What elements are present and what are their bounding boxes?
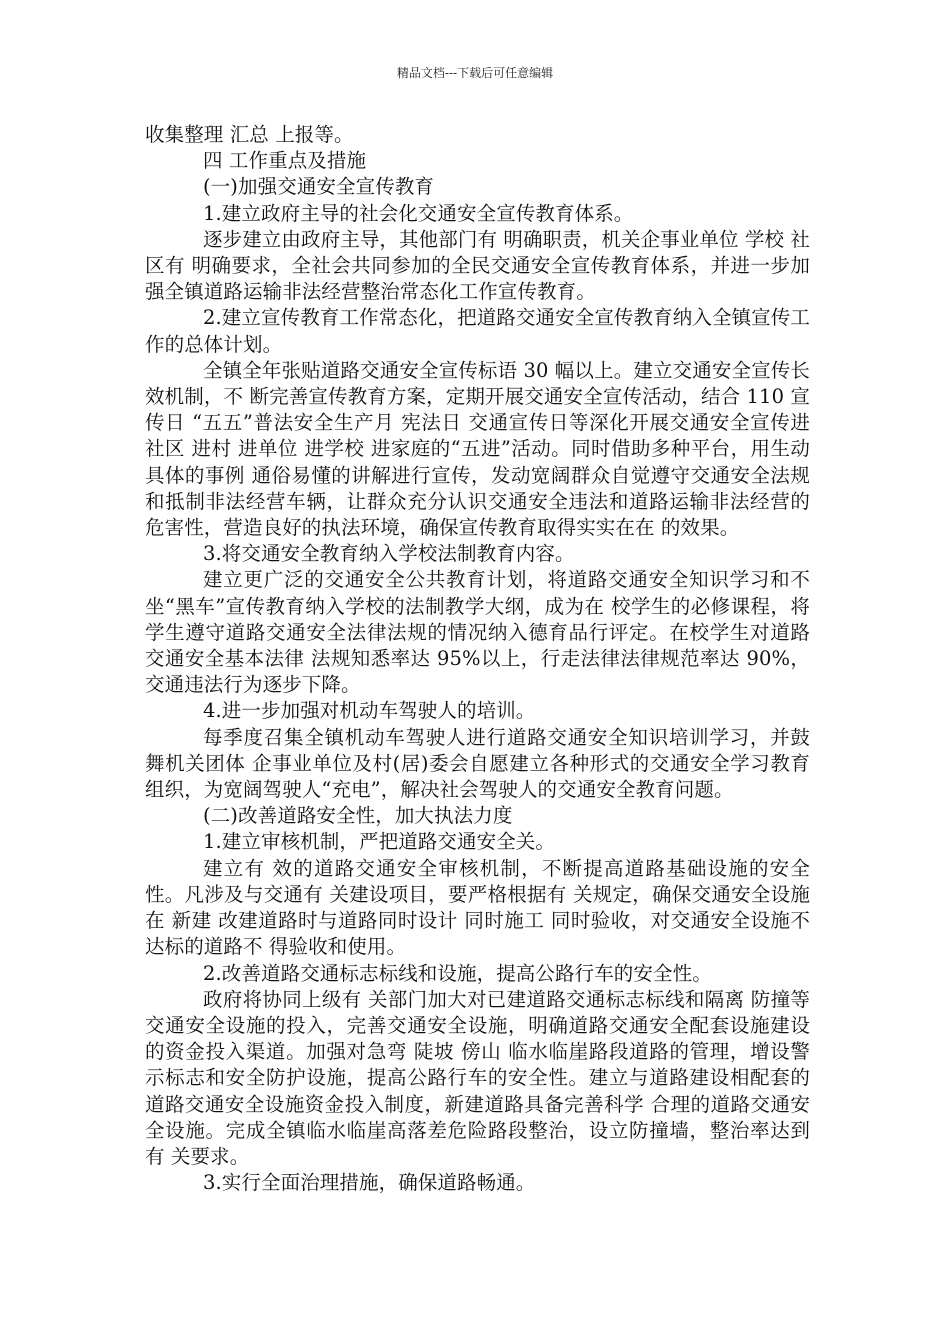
paragraph: (二)改善道路安全性，加大执法力度 — [203, 804, 513, 828]
page-header: 精品文档---下载后可任意编辑 — [396, 66, 554, 80]
paragraph: 政府将协同上级有 关部门加大对已建道路交通标志标线和隔离 防撞等交通安全设施的投入，完善交通安全设施，明确道路交通安全配套设施建设的资金投入渠道。加强对急弯 陡坡 傍山 临水临崖路段道路的管理，增设警示标志和安全防护设施，提高公路行车的安全性。建立与道路建设相配套的道路交通安全设施资金投入制度，新建道路具备完善科学 合理的道路交通安全设施。完成全镇临水临崖高落差危险路段整治，设立防撞墙，整治率达到有 关要求。 — [145, 987, 810, 1168]
document-body — [145, 122, 810, 1196]
paragraph: 四 工作重点及措施 — [203, 149, 367, 173]
paragraph: 3.将交通安全教育纳入学校法制教育内容。 — [203, 542, 575, 566]
paragraph: 每季度召集全镇机动车驾驶人进行道路交通安全知识培训学习，并鼓舞机关团体 企事业单位及村(居)委会自愿建立各种形式的交通安全学习教育组织，为宽阔驾驶人“充电”，解决社会驾驶人的交通安全教育问题。 — [145, 725, 810, 802]
paragraph: 2.改善道路交通标志标线和设施，提高公路行车的安全性。 — [203, 961, 712, 985]
paragraph: 全镇全年张贴道路交通安全宣传标语 30 幅以上。建立交通安全宣传长效机制，不 断完善宣传教育方案，定期开展交通安全宣传活动，结合 110 宣传日 “五五”普法安全生产月 宪法日 交通宣传日等深化开展交通安全宣传进社区 进村 进单位 进学校 进家庭的“五进”活动。同时借助多种平台，用生动具体的事例 通俗易懂的讲解进行宣传，发动宽阔群众自觉遵守交通安全法规和抵制非法经营车辆，让群众充分认识交通安全违法和道路运输非法经营的危害性，营造良好的执法环境，确保宣传教育取得实实在在 的效果。 — [145, 358, 810, 540]
paragraph: 1.建立审核机制，严把道路交通安全关。 — [203, 830, 556, 854]
paragraph: 建立更广泛的交通安全公共教育计划，将道路交通安全知识学习和不坐“黑车”宣传教育纳入学校的法制教学大纲，成为在 校学生的必修课程，将学生遵守道路交通安全法律法规的情况纳入德育品行评定。在校学生对道路交通安全基本法律 法规知悉率达 95%以上，行走法律法律规范率达 90%，交通违法行为逐步下降。 — [145, 568, 810, 697]
paragraph: 1.建立政府主导的社会化交通安全宣传教育体系。 — [203, 201, 634, 225]
paragraph: 收集整理 汇总 上报等。 — [145, 123, 354, 146]
paragraph: (一)加强交通安全宣传教育 — [203, 175, 435, 199]
paragraph: 2.建立宣传教育工作常态化，把道路交通安全宣传教育纳入全镇宣传工作的总体计划。 — [145, 306, 810, 356]
paragraph: 逐步建立由政府主导，其他部门有 明确职责，机关企事业单位 学校 社区有 明确要求，全社会共同参加的全民交通安全宣传教育体系，并进一步加强全镇道路运输非法经营整治常态化工作宣传教育。 — [145, 227, 810, 304]
paragraph: 3.实行全面治理措施，确保道路畅通。 — [203, 1171, 536, 1195]
paragraph: 建立有 效的道路交通安全审核机制，不断提高道路基础设施的安全性。凡涉及与交通有 关建设项目，要严格根据有 关规定，确保交通安全设施在 新建 改建道路时与道路同时设计 同时施工 同时验收，对交通安全设施不达标的道路不 得验收和使用。 — [145, 856, 810, 959]
paragraph: 4.进一步加强对机动车驾驶人的培训。 — [203, 699, 536, 723]
